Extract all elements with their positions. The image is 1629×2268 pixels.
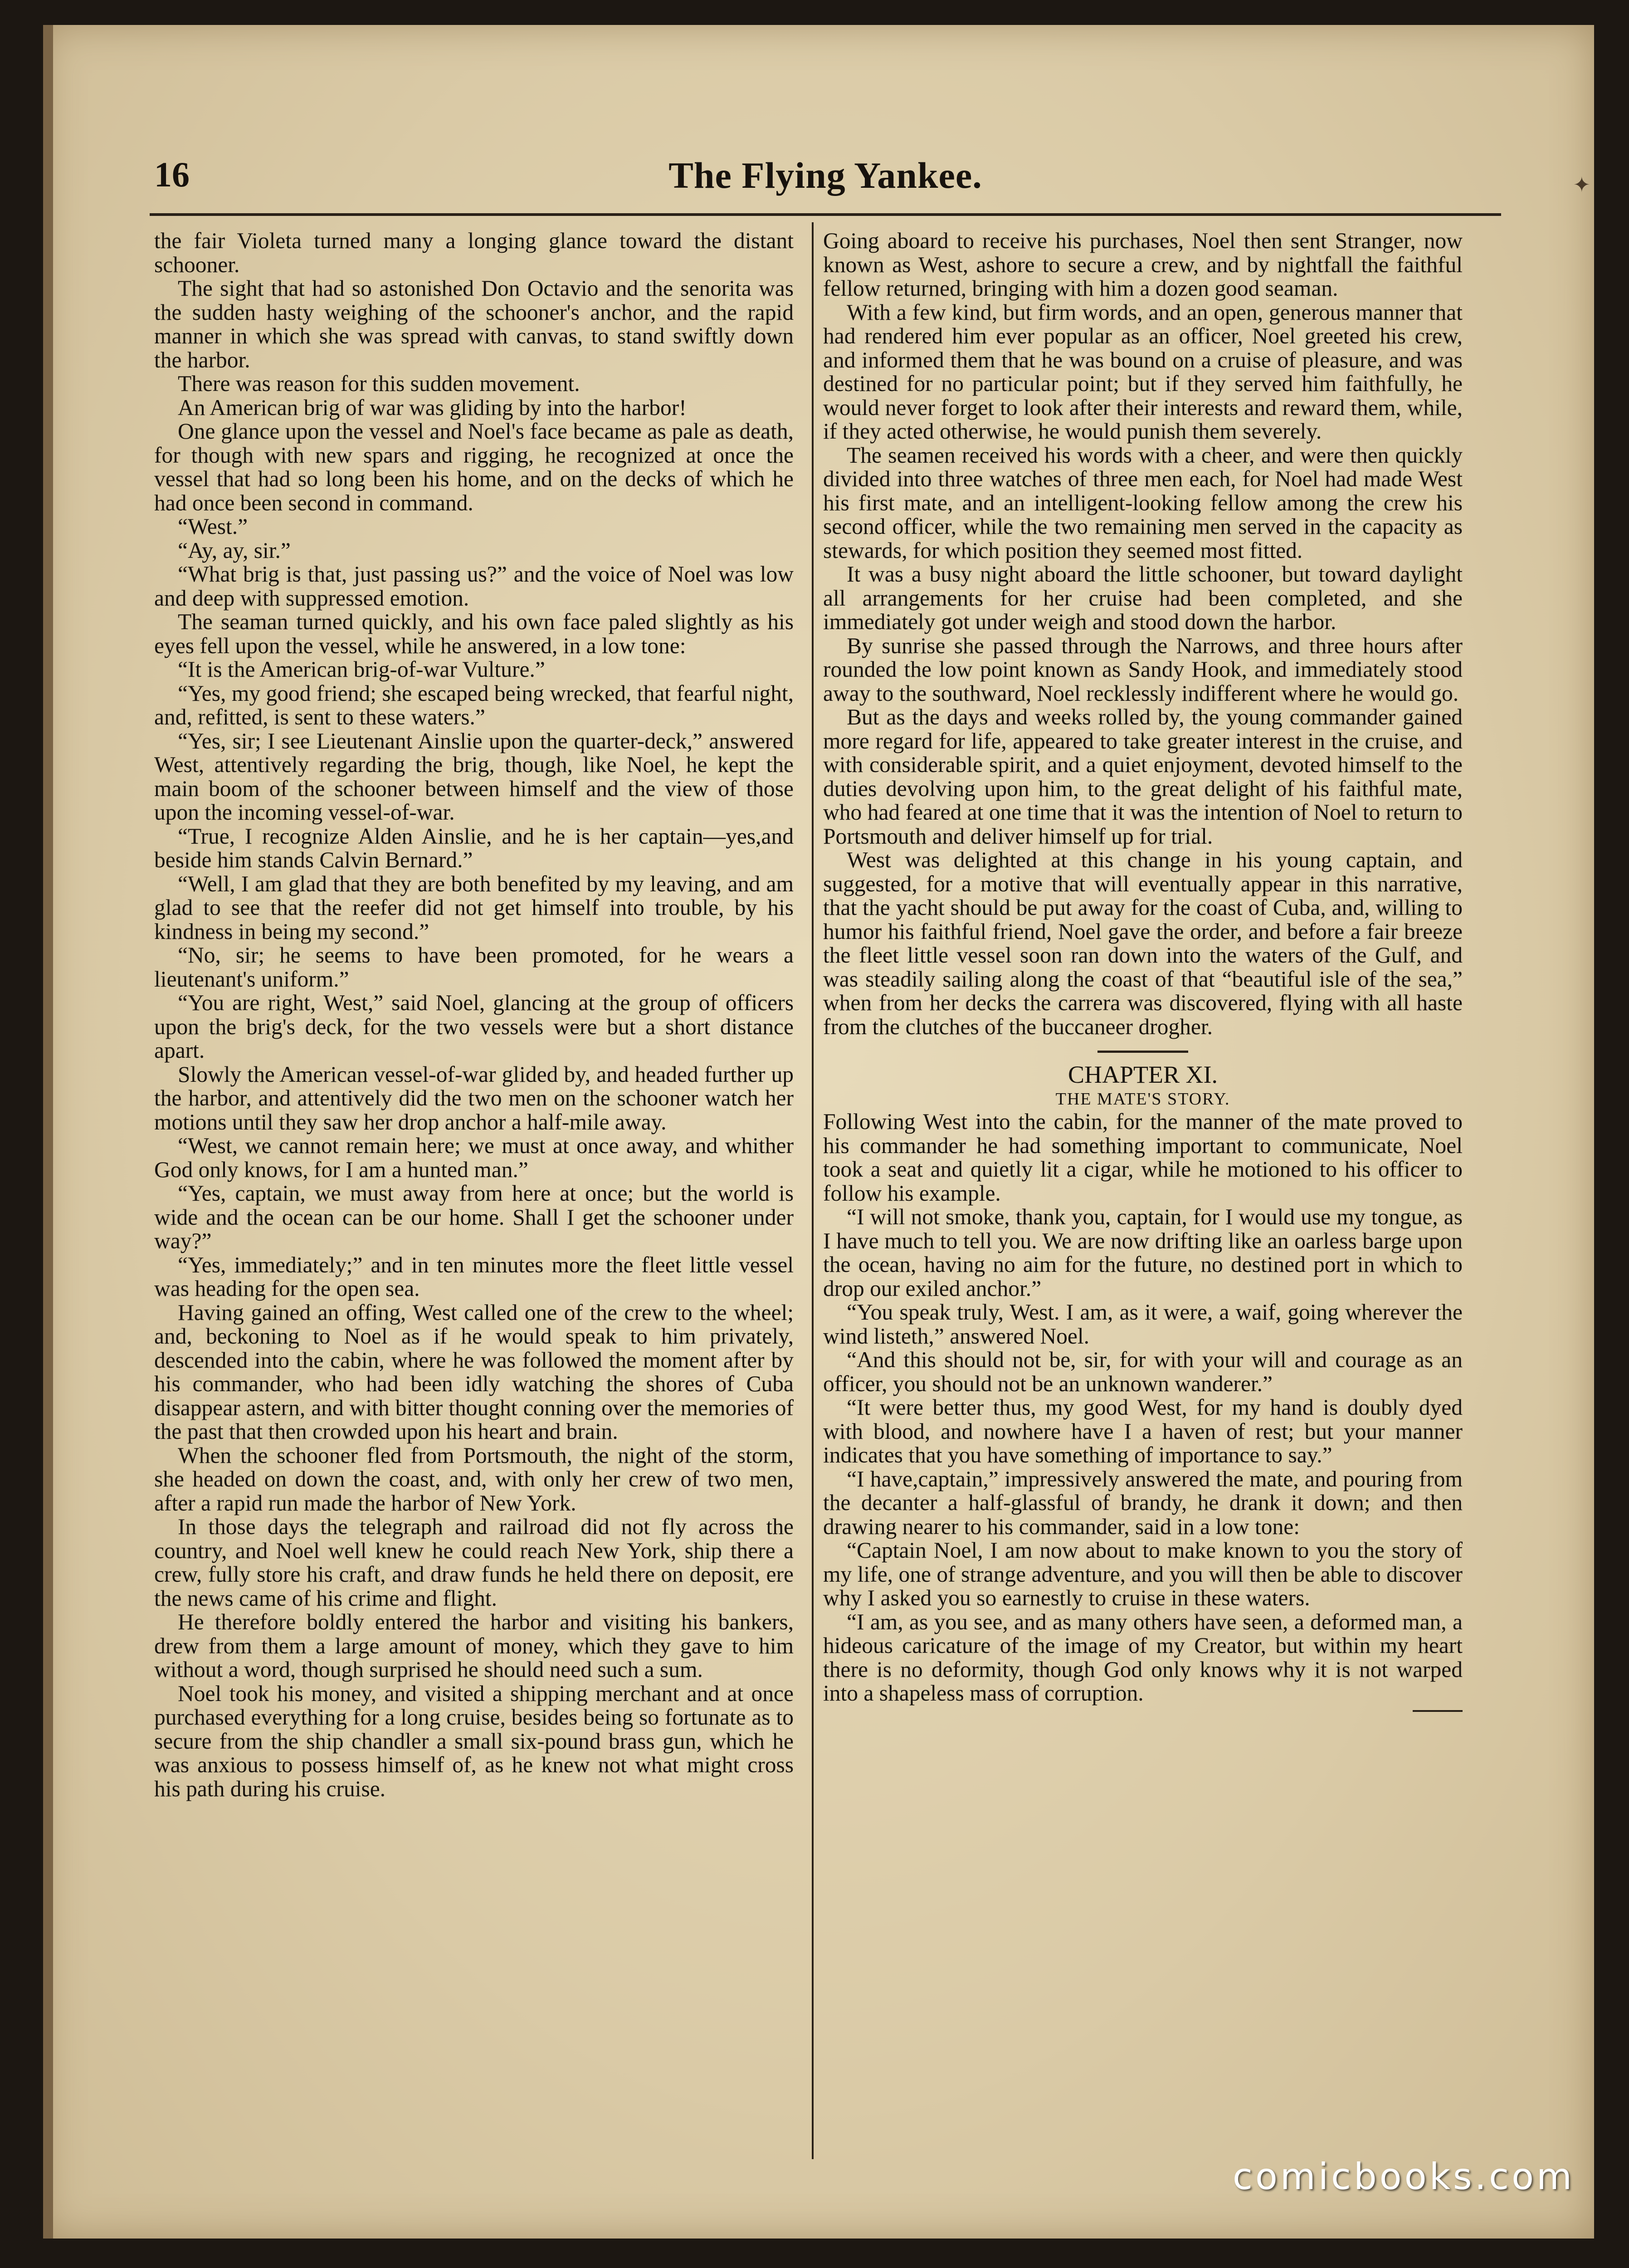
paragraph: “And this should not be, sir, for with your will and courage as an officer, you should not be an unknown wanderer.” bbox=[823, 1347, 1463, 1396]
paragraph: One glance upon the vessel and Noel's face became as pale as death, for though with new spars and rigging, he recognized at once the vessel that had so long been his home, and on the decks of which he had once been second in command. bbox=[154, 419, 794, 515]
paragraph: Having gained an offing, West called one of the crew to the wheel; and, beckoning to Noel as if he would speak to him privately, descended into the cabin, where he was followed the moment after by his commander, who had been idly watching the shores of Cuba disappear astern, and with bitter thought conning over the memories of the past that then crowded upon his heart and brain. bbox=[154, 1300, 794, 1444]
section-divider bbox=[1097, 1051, 1188, 1053]
paragraph: “It is the American brig-of-war Vulture.” bbox=[178, 657, 545, 682]
paragraph: By sunrise she passed through the Narrows, and three hours after rounded the low point known as Sandy Hook, and immediately stood away to the southward, Noel recklessly indifferent where he would go. bbox=[823, 633, 1463, 706]
paragraph: “West, we cannot remain here; we must at once away, and whither God only knows, for I am a hunted man.” bbox=[154, 1133, 794, 1182]
paragraph: Noel took his money, and visited a shipping merchant and at once purchased everything for a long cruise, besides being so fortunate as to secure from the ship chandler a small six-pound brass gun, which he was anxious to possess himself of, as he knew not what might cross his path during his cruise. bbox=[154, 1681, 794, 1801]
paragraph: “Yes, captain, we must away from here at once; but the world is wide and the ocean can be our home. Shall I get the schooner under way?” bbox=[154, 1181, 794, 1253]
paragraph: It was a busy night aboard the little schooner, but toward daylight all arrangements for her cruise had been completed, and she immediately got under weigh and stood down the harbor. bbox=[823, 562, 1463, 634]
paragraph: “It were better thus, my good West, for my hand is doubly dyed with blood, and nowhere have I a haven of rest; but your manner indicates that you have something of importance to say.” bbox=[823, 1395, 1463, 1467]
right-column bbox=[823, 229, 1463, 2161]
paragraph: “Well, I am glad that they are both benefited by my leaving, and am glad to see that the reefer did not get himself into trouble, by his kindness in being my second.” bbox=[154, 871, 794, 944]
chapter-title: CHAPTER XI. bbox=[1068, 1061, 1218, 1088]
paragraph: There was reason for this sudden movement. bbox=[178, 371, 580, 396]
header-rule bbox=[150, 213, 1501, 216]
paragraph: “Yes, my good friend; she escaped being wrecked, that fearful night, and, refitted, is sent to these waters.” bbox=[154, 680, 794, 729]
paragraph: “I am, as you see, and as many others have seen, a deformed man, a hideous caricature of the image of my Creator, but within my heart there is no deformity, though God only knows why it is not warped into a shapeless mass of corruption. bbox=[823, 1609, 1463, 1706]
paragraph: “West.” bbox=[178, 514, 248, 539]
paragraph: “Captain Noel, I am now about to make known to you the story of my life, one of strange adventure, and you will then be able to discover why I asked you so earnestly to cruise in these waters. bbox=[823, 1538, 1463, 1610]
paragraph: He therefore boldly entered the harbor and visiting his bankers, drew from them a large amount of money, which they gave to him without a word, though surprised he should need such a sum. bbox=[154, 1609, 794, 1682]
end-rule bbox=[1413, 1710, 1463, 1712]
paragraph: “You are right, West,” said Noel, glancing at the group of officers upon the brig's deck, for the two vessels were but a short distance apart. bbox=[154, 990, 794, 1063]
paragraph: But as the days and weeks rolled by, the young commander gained more regard for life, appeared to take greater interest in the cruise, and with considerable spirit, and a quiet enjoyment, devoted himself to the duties devolving upon him, to the great delight of his faithful mate, who had feared at one time that it was the intention of Noel to return to Portsmouth and deliver himself up for trial. bbox=[823, 704, 1463, 849]
paragraph: When the schooner fled from Portsmouth, the night of the storm, she headed on down the coast, and, with only her crew of two men, after a rapid run made the harbor of New York. bbox=[154, 1442, 794, 1515]
margin-mark-icon: ✦ bbox=[1573, 173, 1590, 196]
paragraph: “I will not smoke, thank you, captain, for I would use my tongue, as I have much to tell you. We are now drifting like an oarless barge upon the ocean, having no aim for the future, no destined port in which to drop our exiled anchor.” bbox=[823, 1204, 1463, 1301]
paragraph: The seamen received his words with a cheer, and were then quickly divided into three watches of three men each, for Noel had made West his first mate, and an intelligent-looking fellow among the crew his second officer, while the two remaining men served in the capacity as stewards, for which position they seemed most fitted. bbox=[823, 442, 1463, 563]
binding-edge bbox=[43, 25, 53, 2239]
paragraph: “Yes, sir; I see Lieutenant Ainslie upon the quarter-deck,” answered West, attentively regarding the brig, though, like Noel, he kept the main boom of the schooner between himself and the view of those upon the incoming vessel-of-war. bbox=[154, 728, 794, 825]
page-header bbox=[154, 145, 1497, 209]
left-column bbox=[154, 229, 794, 2161]
paragraph: Following West into the cabin, for the manner of the mate proved to his commander he had something important to communicate, Noel took a seat and quietly lit a cigar, while he motioned to his officer to follow his example. bbox=[823, 1109, 1463, 1206]
paragraph: “Ay, ay, sir.” bbox=[178, 538, 291, 563]
paragraph: “I have,captain,” impressively answered the mate, and pouring from the decanter a half-glassful of brandy, he drank it down; and then drawing nearer to his commander, said in a low tone: bbox=[823, 1466, 1463, 1539]
paragraph: Going aboard to receive his purchases, Noel then sent Stranger, now known as West, ashore to secure a crew, and by nightfall the faithful fellow returned, bringing with him a dozen good seaman. bbox=[823, 229, 1463, 301]
paragraph: the fair Violeta turned many a longing glance toward the distant schooner. bbox=[154, 229, 794, 277]
paragraph: With a few kind, but firm words, and an open, generous manner that had rendered him ever popular as an officer, Noel greeted his crew, and informed them that he was bound on a cruise of pleasure, and was destined for no particular point; but if they served him faithfully, he would never forget to look after their interests and reward them, while, if they acted otherwise, he would punish them severely. bbox=[823, 299, 1463, 444]
watermark: comicbooks.com bbox=[1232, 2156, 1575, 2198]
paragraph: West was delighted at this change in his young captain, and suggested, for a motive that will eventually appear in this narrative, that the yacht should be put away for the coast of Cuba, and, willing to humor his faithful friend, Noel gave the order, and before a fair breeze the fleet little vessel soon ran down into the waters of the Gulf, and was steadily sailing along the coast of that “beautiful isle of the sea,” when from her decks the carrera was discovered, flying with all haste from the clutches of the buccaneer drogher. bbox=[823, 847, 1463, 1039]
paragraph: The seaman turned quickly, and his own face paled slightly as his eyes fell upon the vessel, while he answered, in a low tone: bbox=[154, 609, 794, 658]
paragraph: “No, sir; he seems to have been promoted, for he wears a lieutenant's uniform.” bbox=[154, 943, 794, 992]
page-number: 16 bbox=[154, 155, 190, 194]
paragraph: Slowly the American vessel-of-war glided by, and headed further up the harbor, and attentively did the two men on the schooner watch her motions until they saw her drop anchor a half-mile away. bbox=[154, 1061, 794, 1134]
paragraph: “Yes, immediately;” and in ten minutes more the fleet little vessel was heading for the open sea. bbox=[154, 1252, 794, 1301]
paragraph: “What brig is that, just passing us?” and the voice of Noel was low and deep with suppressed emotion. bbox=[154, 562, 794, 611]
paragraph: In those days the telegraph and railroad did not fly across the country, and Noel well knew he could reach New York, ship there a crew, fully store his craft, and draw funds he held there on deposit, ere the news came of his crime and flight. bbox=[154, 1514, 794, 1611]
paragraph: An American brig of war was gliding by into the harbor! bbox=[178, 395, 687, 420]
paragraph: “True, I recognize Alden Ainslie, and he is her captain—yes,and beside him stands Calvin Bernard.” bbox=[154, 823, 794, 872]
paragraph: The sight that had so astonished Don Octavio and the senorita was the sudden hasty weighing of the schooner's anchor, and the rapid manner in which she was spread with canvas, to stand swiftly down the harbor. bbox=[154, 276, 794, 372]
journal-title: The Flying Yankee. bbox=[668, 155, 982, 196]
paragraph: “You speak truly, West. I am, as it were, a waif, going wherever the wind listeth,” answered Noel. bbox=[823, 1300, 1463, 1349]
chapter-subtitle: THE MATE'S STORY. bbox=[1055, 1090, 1230, 1109]
column-divider bbox=[812, 222, 814, 2159]
